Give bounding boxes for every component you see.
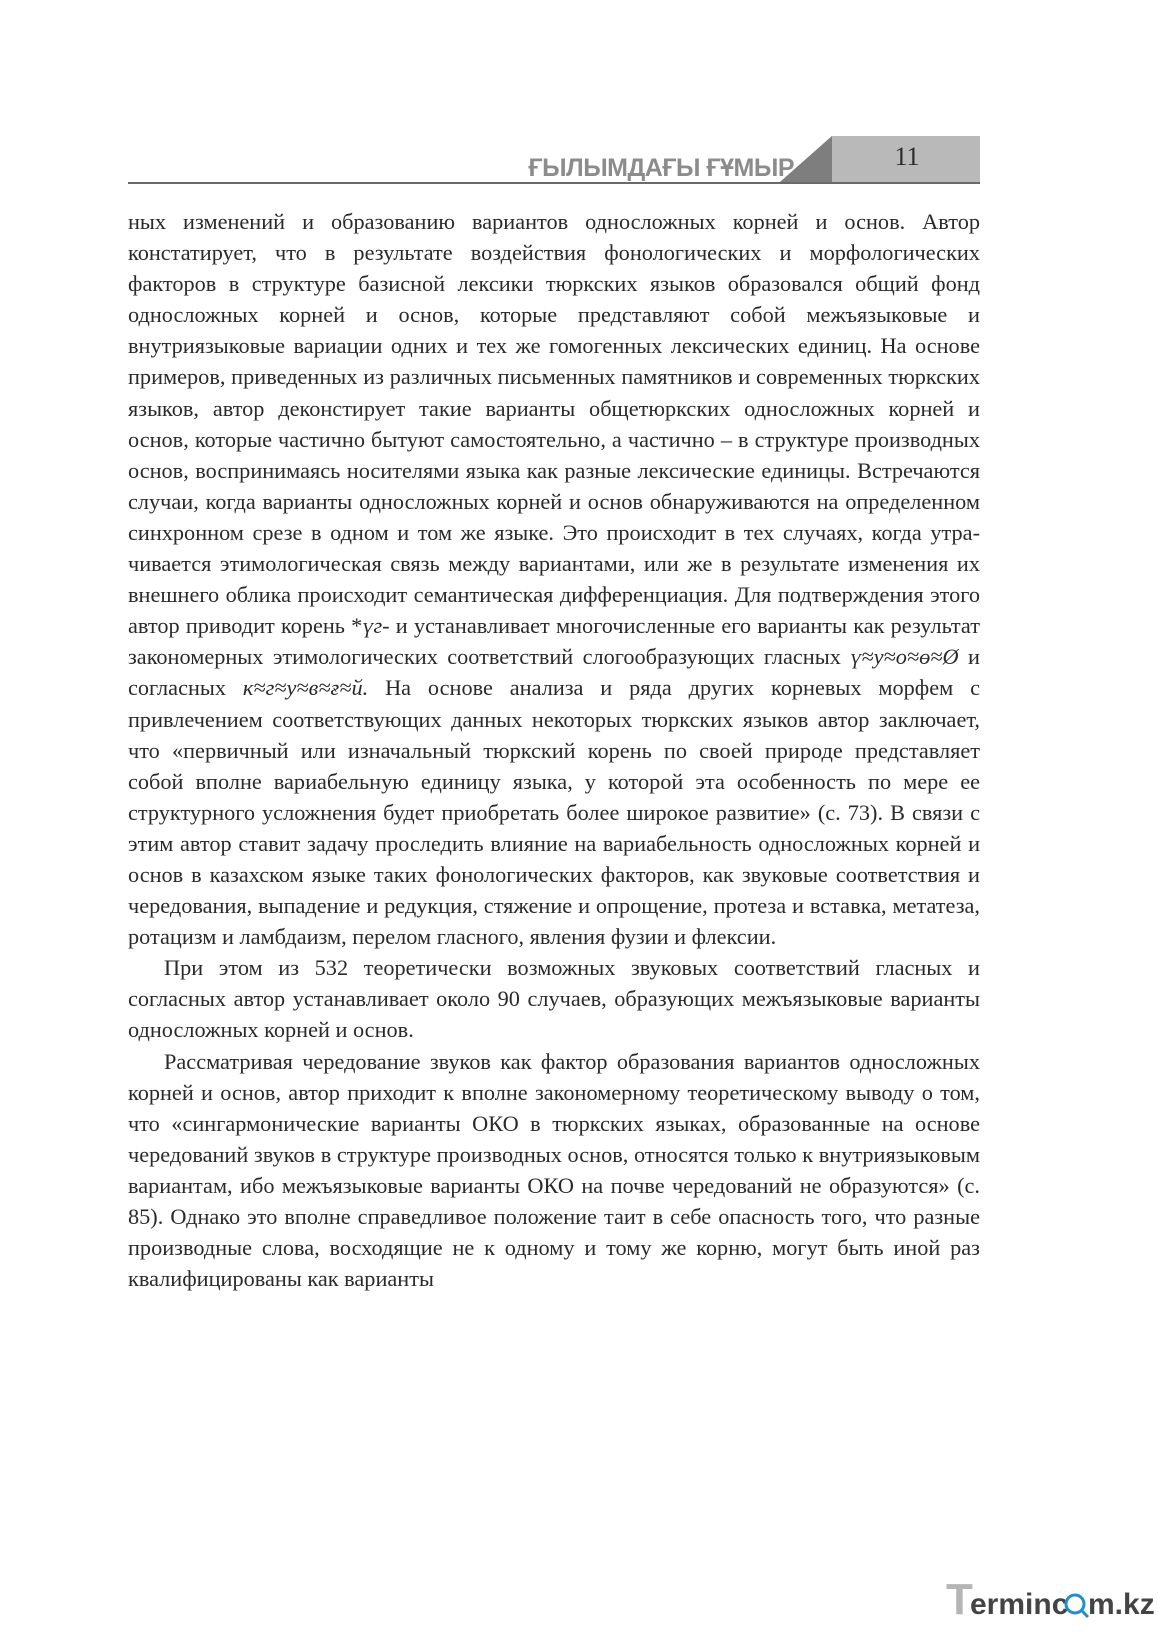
- paragraph: [128, 206, 980, 952]
- paragraph: [128, 952, 980, 1045]
- italic-text-run: ү≈у≈о≈ө≈Ø: [850, 644, 959, 670]
- running-header-title: ҒЫЛЫМДАҒЫ ҒҰМЫР: [528, 154, 794, 182]
- italic-text-run: к≈г≈у≈в≈ғ≈й.: [242, 675, 369, 701]
- page-number: 11: [894, 142, 920, 171]
- paragraph: [128, 1046, 980, 1295]
- svg-text:T: T: [946, 1575, 973, 1624]
- body-text: [128, 206, 980, 1294]
- text-run: Рассматривая чередование звуков как фактор образования вариантов односложных корней и основ, автор приходит к вполне закономерному теоретическому выводу о том, что «сингармонические варианты ОКО в тюркских языках, образованные на основе чередований звуков в структуре производных основ, относятся только к внутриязыковым вариантам, ибо межъязыковые варианты ОКО на почве чередований не образуются» (с. 85). Однако это вполне справедливое положение таит в себе опасность того, что разные производные слова, восходящие не к одному и тому же корню, могут быть иной раз квалифицированы как варианты: [128, 1048, 980, 1292]
- text-run: При этом из 532 теоретически возможных звуковых соответствий гласных и согласных автор устанавливает около 90 случаев, образующих межъязыковые варианты односложных корней и основ.: [128, 955, 980, 1043]
- text-run: и согласных: [128, 644, 980, 701]
- text-run: и устанавливает многочисленные его варианты как результат закономерных этимологических соответствий слогообразующих гласных: [128, 613, 980, 670]
- text-run: На основе анализа и ряда других корневых морфем с привлечением соответствующих данных некоторых тюркских языков автор заключает, что «первичный или изначальный тюркский корень по своей природе представляет собой вполне вариабельную единицу языка, у которой эта особенность по мере ее структурного усложнения будет приобретать более широкое развитие» (с. 73). В связи с этим автор ставит задачу проследить влияние на вариабельность односложных корней и основ в казахском языке таких фонологических факторов, как звуковые соответствия и чередования, выпадение и редукция, стяжение и опрощение, протеза и вставка, метатеза, ротацизм и ламбдаизм, перелом гласного, явления фузии и флексии.: [128, 675, 980, 950]
- header-rule: [128, 182, 980, 184]
- termincom-watermark-logo: [946, 1575, 1155, 1624]
- svg-text:m.kz: m.kz: [1088, 1588, 1155, 1621]
- text-run: ных изменений и образованию вариантов односложных корней и основ. Автор констатирует, что в результате воздействия фонологических и морфологических факторов в структуре базисной лексики тюркских языков образовался общий фонд односложных корней и основ, которые представляют собой межъязыковые и внутриязыковые вариации одних и тех же гомогенных лексических единиц. На основе примеров, приведенных из различных письменных памятников и современных тюркских языков, автор деконстирует такие варианты общетюркских односложных корней и основ, которые частично бытуют самостоятельно, а частично – в структуре производных основ, воспринимаясь носителями языка как разные лексические единицы. Встречаются случаи, когда варианты односложных корней и основ обнаруживаются на определенном синхронном срезе в одном и том же языке. Это происходит в тех случаях, когда утрачивается этимологическая связь между вариантами, или же в результате изменения их внешнего облика происходит семантическая дифференциация. Для подтверждения этого автор приводит корень *: [128, 209, 980, 639]
- running-header: [128, 136, 980, 186]
- italic-text-run: үг-: [362, 613, 390, 639]
- svg-text:erminc: erminc: [970, 1588, 1069, 1621]
